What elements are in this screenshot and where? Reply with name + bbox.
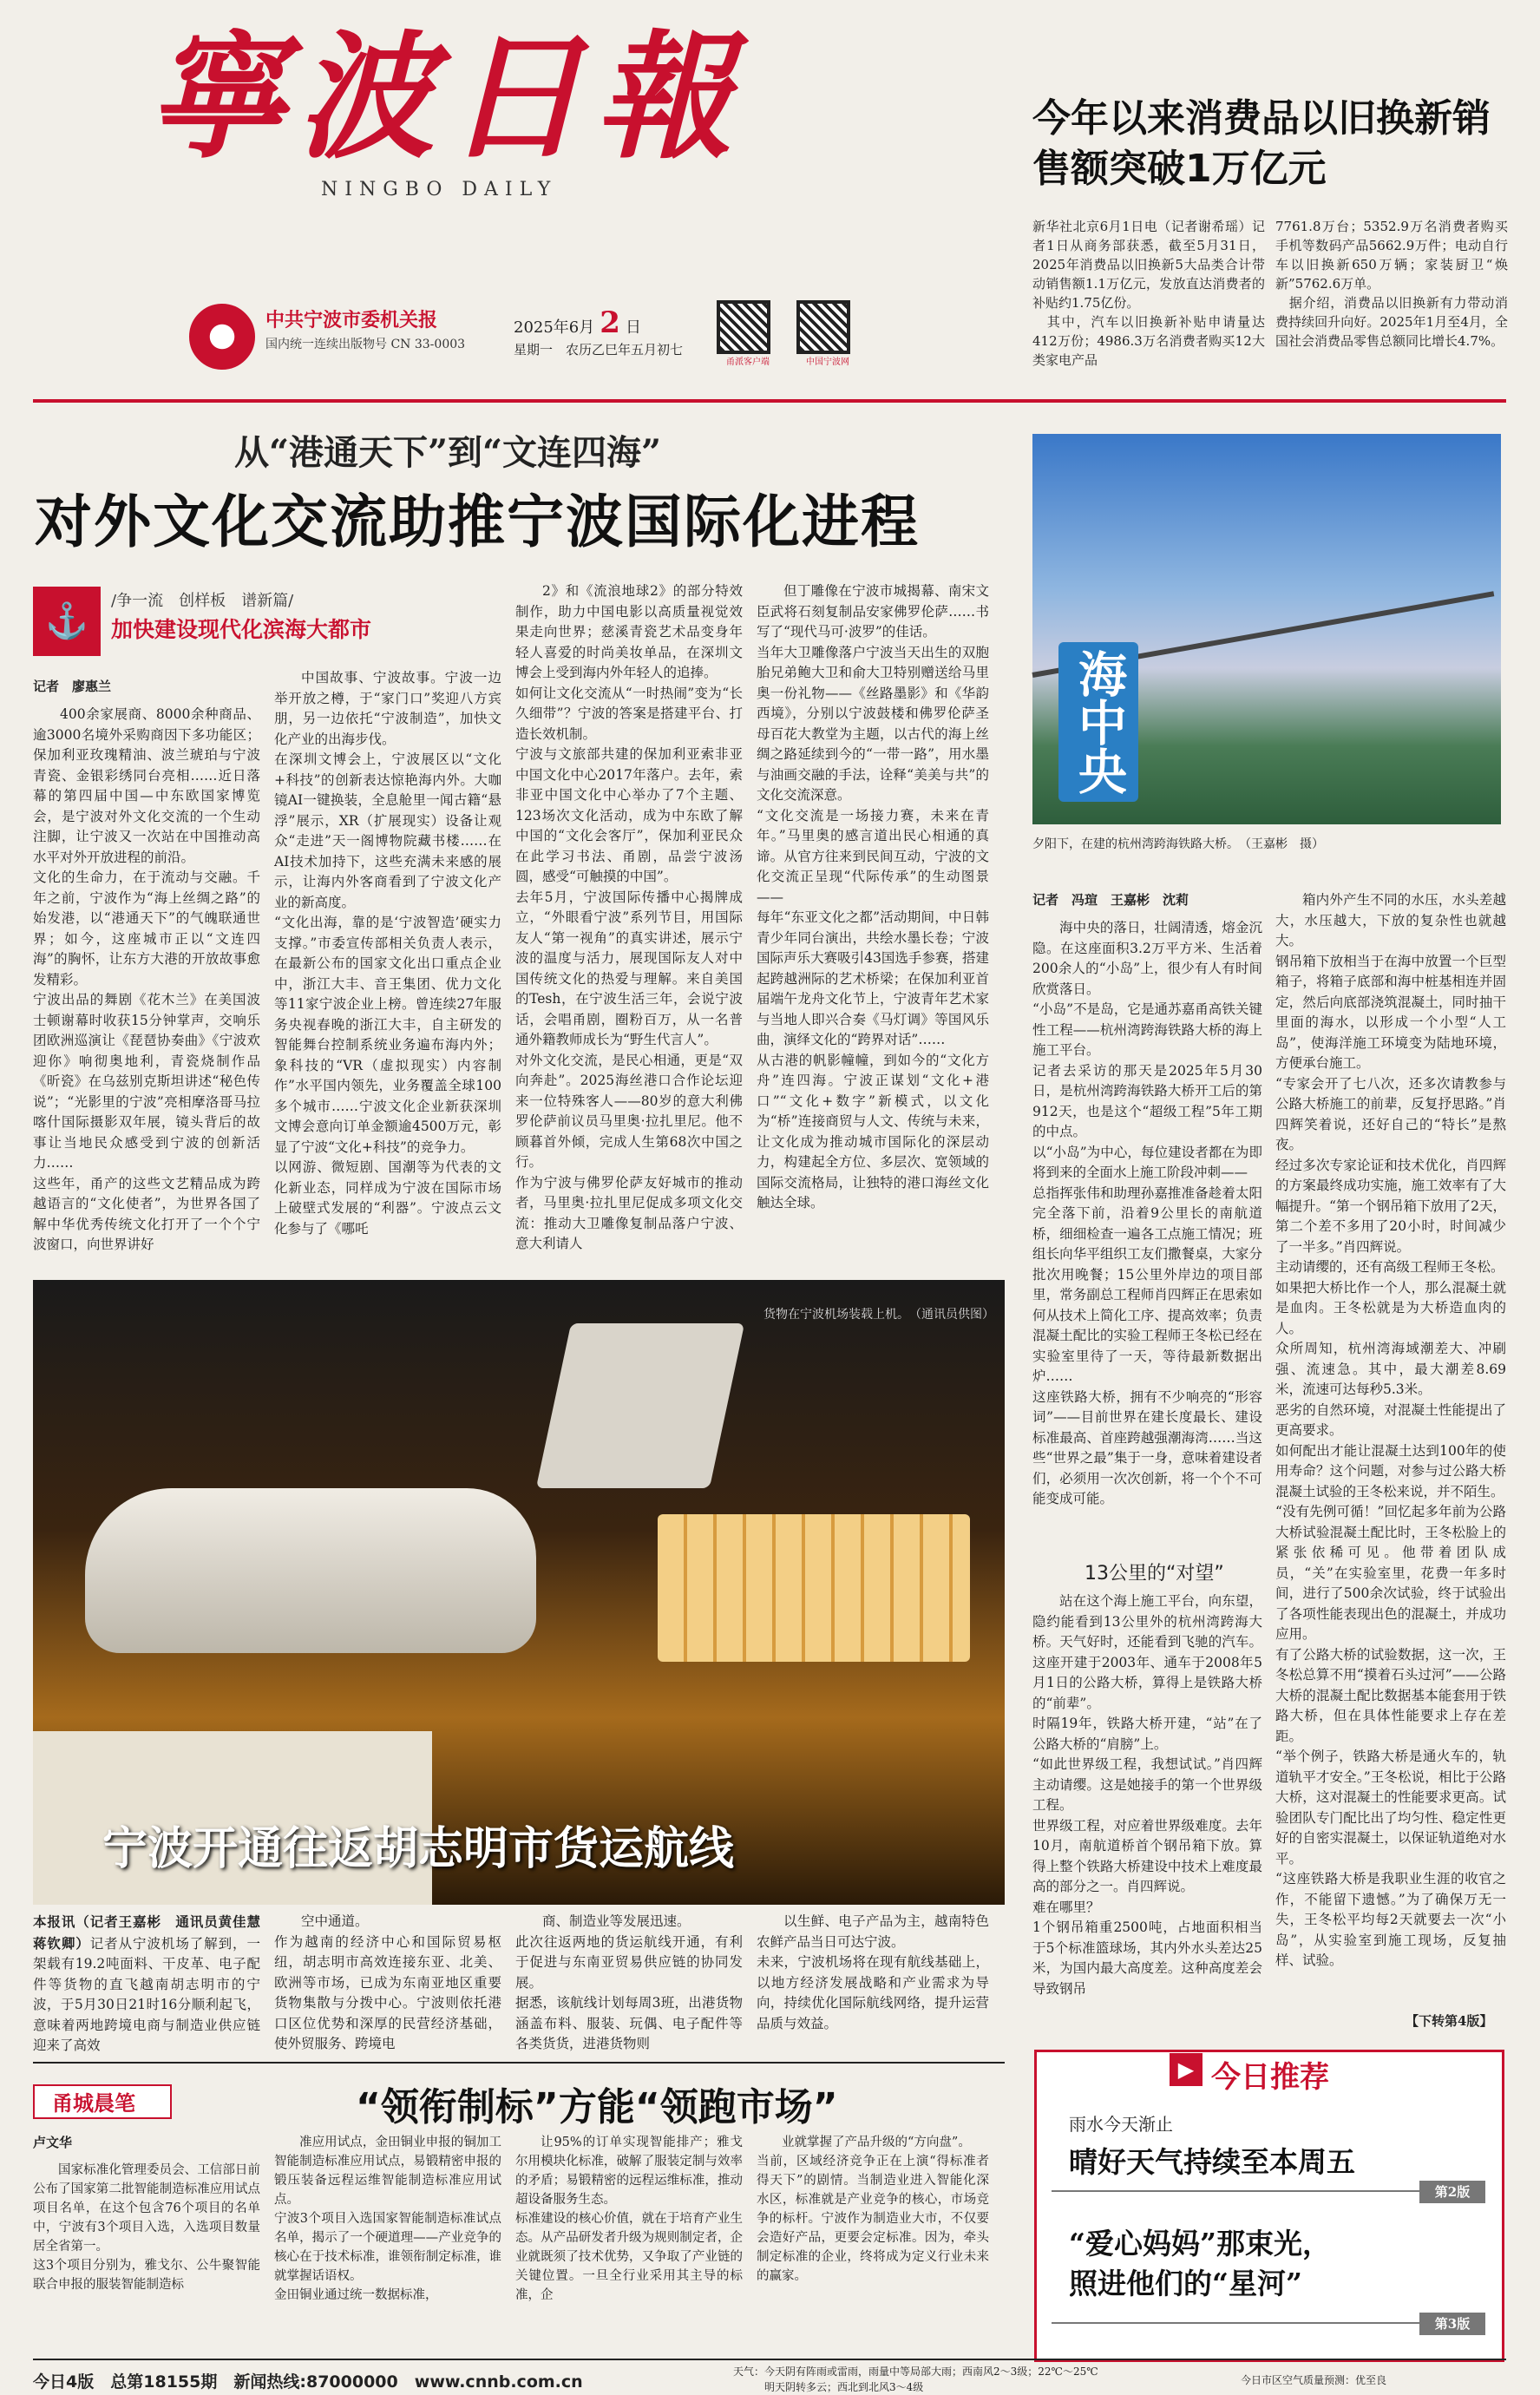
top-story-col-1: 新华社北京6月1日电（记者谢希瑶）记者1日从商务部获悉，截至5月31日，2025年消费品以旧换新5大品类合计带动销售额1.1万亿元，发放直达消费者的补贴约1.75亿份。 其中，汽车以旧换新补贴申请量达412万份；4986.3万名消费者购买12大类家电产品	[1032, 219, 1265, 368]
series-title: 加快建设现代化滨海大都市	[111, 617, 372, 642]
qr-code-icon	[796, 300, 850, 354]
recommend-item2-line2[interactable]: 照进他们的“星河”	[1069, 2267, 1302, 2300]
recommend-item1-lead: 雨水今天渐止	[1069, 2114, 1173, 2135]
lead-col-1: 400余家展商、8000余种商品、逾3000名境外采购商因下多功能区；保加利亚玫瑰精油、波兰琥珀与宁波青瓷、金银彩绣同台亮相……近日落幕的第四届中国—中东欧国家博览会，是宁波对外文化交流的一个生动注脚，让宁波又一次站在中国推动高水平对外开放进程的前沿。 文化的生命力，在于流动与交融。千年之前，宁波作为“海上丝绸之路”的始发港，以“港通天下”的气魄联通世界；如今，这座城市正以“文连四海”的胸怀，让东方大港的开放故事愈发精彩。 宁波出品的舞剧《花木兰》在美国波士顿谢幕时收获15分钟掌声，交响乐团欧洲巡演让《琵琶协奏曲》《宁波欢迎你》响彻奥地利，青瓷烧制作品《昕瓷》在乌兹别克斯坦讲述“秘色传说”；“光影里的宁波”亮相摩洛哥马拉喀什国际摄影双年展，镜头背后的故事让当地民众感受到宁波的创新活力…… 这些年，甬产的这些文艺精品成为跨越语言的“文化使者”，为世界各国了解中华优秀传统文化打开了一个个宁波窗口，向世界讲好	[33, 706, 260, 1252]
qr-code-site[interactable]: 中国宁波网	[796, 300, 859, 367]
qr-code-icon	[717, 300, 770, 354]
recommend-item1-title[interactable]: 晴好天气持续至本周五	[1069, 2145, 1355, 2179]
photo-caption: 货物在宁波机场装载上机。 （通讯员供图）	[763, 1308, 994, 1322]
weekday-lunar: 星期一 农历乙巳年五月初七	[514, 342, 684, 358]
lead-col-3: 2》和《流浪地球2》的部分特效制作，助力中国电影以高质量视觉效果走向世界；慈溪青瓷艺术品变身年轻人喜爱的时尚美妆单品，在深圳文博会上受到海内外年轻人的追捧。 如何让文化交流从“一时热闹”变为“长久细带”？宁波的答案是搭建平台、打造长效机制。 宁波与文旅部共建的保加利亚索非亚中国文化中心2017年落户。去年，索非亚中国文化中心举办了7个主题、123场次文化活动，成为中东欧了解中国的“文化会客厅”，保加利亚民众在此学习书法、甬剧，品尝宁波汤圆，感受“可触摸的中国”。 去年5月，宁波国际传播中心揭牌成立，“外眼看宁波”系列节目，用国际友人“第一视角”的真实讲述，展示宁波的温度与活力，展现国际友人对中国传统文化的热爱与理解。来自美国的Tesh，在宁波生活三年，会说宁波话，会唱甬剧，圈粉百万，从一名普通外籍教师成长为“野生代言人”。 对外文化交流，是民心相通，更是“双向奔赴”。2025海丝港口合作论坛迎来一位特殊客人——80岁的意大利佛罗伦萨前议员马里奥·拉扎里尼。他不顾暮首外倾，完成人生第68次中国之行。 作为宁波与佛罗伦萨友好城市的推动者，马里奥·拉扎里尼促成多项文化交流：推动大卫雕像复制品落户宁波、意大利请人	[515, 583, 743, 1251]
sea-story-title[interactable]: 海中央	[1058, 642, 1138, 802]
lead-col-4: 但丁雕像在宁波市城揭幕、南宋文臣武将石刻复制品安家佛罗伦萨……书写了“现代马可·波罗”的佳话。 当年大卫雕像落户宁波当天出生的双胞胎兄弟鲍大卫和俞大卫特别赠送给马里奥一份礼物——《丝路墨影》和《华韵西境》，分别以宁波鼓楼和佛罗伦萨圣母百花大教堂为主题，以古代的海上丝绸之路延续到今的“一带一路”，用水墨与油画交融的手法，诠释“美美与共”的文化交流深意。 “文化交流是一场接力赛，未来在青年。”马里奥的感言道出民心相通的真谛。从官方往来到民间互动，宁波的文化交流正呈现“代际传承”的生动图景—— 每年“东亚文化之都”活动期间，中日韩青少年同台演出，共绘水墨长卷；宁波国际声乐大赛吸引43国选手参赛，搭建起跨越洲际的艺术桥梁；在保加利亚首届端午龙舟文化节上，宁波青年艺术家与当地人即兴合奏《马灯调》等国风乐曲，演绎文化的“跨界对话”…… 从古港的帆影幢幢，到如今的“文化方舟”连四海。宁波正谋划“文化+港口”“文化+数字”新模式，以文化为“桥”连接商贸与人文、传统与未来，让文化成为推动城市国际化的深层动力，构建起全方位、多层次、宽领域的国际交流格局，让独特的港口海丝文化触达全球。	[757, 583, 989, 1211]
commentary-col-1: 国家标准化管理委员会、工信部日前公布了国家第二批智能制造标准应用试点项目名单，在这个包含76个项目的名单中，宁波有3个项目入选，入选项目数量居全省第一。 这3个项目分别为，雅戈尔、公牛聚智能联合申报的服装智能制造标	[33, 2163, 260, 2292]
air-quality: 今日市区空气质量预测：优至良	[1241, 2374, 1387, 2386]
sea-byline: 记者 冯瑄 王嘉彬 沈莉	[1032, 892, 1189, 908]
top-story-col-2: 7761.8万台；5352.9万名消费者购买手机等数码产品5662.9万件；电动自行车以旧换新650万辆；家装厨卫“焕新”5762.6万单。 据介绍，消费品以旧换新有力带动消费持续回升向好。2025年1月至4月，全国社会消费品零售总额同比增长4.7%。	[1275, 219, 1508, 349]
photo-story-col-1: 本报讯（记者王嘉彬 通讯员黄佳慧 蒋钦卿）记者从宁波机场了解到，一架载有19.2吨面料、干皮革、电子配件等货物的直飞越南胡志明市的宁波，于5月30日21时16分顺利起飞，意味着两地跨境电商与制造业供应链迎来了高效	[33, 1913, 274, 2053]
cargo-door	[536, 1323, 744, 1488]
cargo-plane-photo	[33, 1280, 1005, 1905]
bottom-divider	[33, 2062, 1005, 2064]
recommend-header: 今日推荐	[1211, 2060, 1329, 2095]
footer-divider	[33, 2359, 1506, 2360]
lead-title[interactable]: 对外文化交流助推宁波国际化进程	[35, 489, 920, 555]
continued-note[interactable]: 【下转第4版】	[1406, 2013, 1493, 2029]
masthead-english: NINGBO DAILY	[321, 179, 558, 200]
cn-number: 国内统一连续出版物号 CN 33-0003	[265, 338, 466, 351]
commentary-col-3: 让95%的订单实现智能排产；雅戈尔用模块化标准，破解了服装定制与效率的矛盾；易锻精密的远程运维标准，推动超设备服务生态。 标准建设的核心价值，就在于培育产业生态。从产品研发者升级为规则制定者，企业就既须了技术优势，又争取了产业链的关键位置。一旦全行业采用其主导的标准，企	[515, 2136, 743, 2302]
sea-col-1: 海中央的落日，壮阔清透，熔金沉隐。在这座面积3.2万平方米、生活着200余人的“小岛”上，很少有人有时间欣赏落日。 “小岛”不是岛，它是通苏嘉甬高铁关键性工程——杭州湾跨海铁路大桥的海上施工平台。 记者去采访的那天是2025年5月30日，是杭州湾跨海铁路大桥开工后的第912天，也是这个“超级工程”5年工期的中点。 以“小岛”为中心，每位建设者都在为即将到来的全面水上施工阶段冲刺—— 总指挥张伟和助理孙嘉推准备趁着太阳完全落下前，沿着9公里长的南航道桥，细细检查一遍各工点施工情况；班组长向华平组织工友们撒餐桌，大家分批次用晚餐；15公里外岸边的项目部里，常务副总工程师肖四辉正在思索如何从技术上简化工序、提高效率；负责混凝土配比的实验工程师王冬松已经在实验室里待了一天，等待最新数据出炉…… 这座铁路大桥，拥有不少响亮的“形容词”——目前世界在建长度最长、建设标准最高、首座跨越强潮海湾……当这些“世界之最”集于一身，意味着建设者们，必须用一次次创新，将一个个不可能变成可能。	[1032, 920, 1262, 1506]
commentary-col-4: 业就掌握了产品升级的“方向盘”。 当前，区域经济竞争正在上演“得标准者得天下”的剧情。当制造业进入智能化深水区，标准就是产业竞争的核心，市场竞争的标杆。宁波作为制造业大市，不仅要会造好产品，更要会定标准。因为，牵头制定标准的企业，终将成为定义行业未来的赢家。	[757, 2136, 989, 2283]
play-icon: ▶	[1170, 2053, 1203, 2086]
lead-kicker: 从“港通天下”到“文连四海”	[234, 432, 662, 473]
qr-code-app[interactable]: 甬派客户端	[717, 300, 779, 367]
org-label: 中共宁波市委机关报	[265, 309, 438, 331]
page-tag-3[interactable]: 第3版	[1419, 2313, 1485, 2335]
sea-col-1b: 站在这个海上施工平台，向东望，隐约能看到13公里外的杭州湾跨海大桥。天气好时，还能看到飞驰的汽车。这座开建于2003年、通车于2008年5月1日的公路大桥，算得上是铁路大桥的“前辈”。 时隔19年，铁路大桥开建，“站”在了公路大桥的“肩膀”上。 “如此世界级工程，我想试试。”肖四辉主动请缨。这是她接手的第一个世界级工程。 世界级工程，对应着世界级难度。去年10月，南航道桥首个钢吊箱下放。算得上整个铁路大桥建设中技术上难度最高的部分之一。肖四辉说。 难在哪里？ 1个钢吊箱重2500吨，占地面积相当于5个标准篮球场，其内外水头差达25米，为国内最大高度差。这种高度差会导致钢吊	[1032, 1593, 1262, 1997]
photo-story-col-3: 商、制造业等发展迅速。 此次往返两地的货运航线开通，有利于促进与东南亚贸易供应链的协同发展。 据悉，该航线计划每周3班，出港货物涵盖布料、服装、玩偶、电子配件等各类货货，进港货物则	[515, 1913, 743, 2051]
party-logo	[189, 304, 255, 370]
masthead-divider	[33, 399, 1506, 403]
lead-col-2: 中国故事、宁波故事。宁波一边举开放之樽，于“家门口”奖迎八方宾朋，另一边依托“宁波制造”，加快文化产业的出海步伐。 在深圳文博会上，宁波展区以“文化+科技”的创新表达惊艳海内外。大咖镜AI一键换装，全息舱里一闻古籍“悬浮”展示，XR（扩展现实）设备让观众“走进”天一阁博物院藏书楼……在AI技术加持下，这些充满未来感的展示，让海内外客商看到了宁波文化产业的新高度。 “文化出海，靠的是‘宁波智造’硬实力支撑。”市委宣传部相关负责人表示，在最新公布的国家文化出口重点企业中，浙江大丰、音王集团、优力文化等11家宁波企业上榜。曾连续27年服务央视春晚的浙江大丰，自主研发的智能舞台控制系统业务遍布海内外；象科技的“VR（虚拟现实）内容制作”水平国内领先，业务覆盖全球100多个城市……宁波文化企业新获深圳文博会意向订单金额逾4500万元，彰显了宁波“文化+科技”的竞争力。 以网游、微短剧、国潮等为代表的文化新业态，同样成为宁波在国际市场上破壁式发展的“利器”。宁波点云文化参与了《哪吒	[274, 670, 501, 1237]
photo-story-col-4: 以生鲜、电子产品为主，越南特色农鲜产品当日可达宁波。 未来，宁波机场将在现有航线基础上，以地方经济发展战略和产业需求为导向，持续优化国际航线网络，提升运营品质与效益。	[757, 1913, 989, 2031]
plane-body	[85, 1488, 536, 1653]
top-headline[interactable]: 今年以来消费品以旧换新销售额突破1万亿元	[1032, 96, 1491, 191]
recommend-item2-line1[interactable]: “爱心妈妈”那束光，	[1069, 2227, 1331, 2260]
sea-caption: 夕阳下，在建的杭州湾跨海铁路大桥。 （王嘉彬 摄）	[1032, 837, 1324, 851]
lead-byline: 记者 廖惠兰	[33, 679, 112, 694]
page-tag-2[interactable]: 第2版	[1419, 2181, 1485, 2203]
commentary-title[interactable]: “领衔制标”方能“领跑市场”	[356, 2085, 838, 2129]
weather-info: 天气：今天阴有阵雨或雷雨，雨量中等局部大雨；西南风2～3级；22℃～25℃ 明天阴转多云；西北到北风3～4级	[733, 2365, 1098, 2393]
commentary-col-2: 准应用试点，金田铜业申报的铜加工智能制造标准应用试点，易锻精密申报的锻压装备远程运维智能制造标准应用试点。 宁波3个项目入选国家智能制造标准试点名单，揭示了一个硬道理——产业竞争的核心在于技术标准，谁领衔制定标准，谁就掌握话语权。 金田铜业通过统一数据标准，	[274, 2136, 501, 2302]
series-label: /争一流 创样板 谱新篇/	[111, 592, 294, 610]
column-label: 甬城晨笔	[52, 2091, 135, 2116]
sea-col-2: 箱内外产生不同的水压，水头差越大，水压越大，下放的复杂性也就越大。 钢吊箱下放相当于在海中放置一个巨型箱子，将箱子底部和海中桩基相连并固定，然后向底部浇筑混凝土，同时抽干里面的海水，以形成一个小型“人工岛”，使海洋施工环境变为陆地环境，方便承台施工。 “专家会开了七八次，还多次请教参与公路大桥施工的前辈，反复抒思路。”肖四辉笑着说，还好自己的“特长”是熬夜。 经过多次专家论证和技术优化，肖四辉的方案最终成功实施，施工效率有了大幅提升。“第一个钢吊箱下放用了2天，第二个差不多用了20小时，时间减少了一半多。”肖四辉说。 主动请缨的，还有高级工程师王冬松。 如果把大桥比作一个人，那么混凝土就是血肉。王冬松就是为大桥造血肉的人。 众所周知，杭州湾海域潮差大、冲刷强、流速急。其中，最大潮差8.69米，流速可达每秒5.3米。 恶劣的自然环境，对混凝土性能提出了更高要求。 如何配出才能让混凝土达到100年的使用寿命？这个问题，对参与过公路大桥混凝土试验的王冬松来说，并不陌生。 “没有先例可循！”回忆起多年前为公路大桥试验混凝土配比时，王冬松脸上的紧张依稀可见。他带着团队成员，“关”在实验室里，花费一年多时间，进行了500余次试验，终于试验出了各项性能表现出色的混凝土，并成功应用。 有了公路大桥的试验数据，这一次，王冬松总算不用“摸着石头过河”——公路大桥的混凝土配比数据基本能套用于铁路大桥，但在具体性能要求上存在差距。 “举个例子，铁路大桥是通火车的，轨道轨平才安全。”王冬松说，相比于公路大桥，这对混凝土的性能要求更高。试验团队专门配比出了均匀性、稳定性更好的自密实混凝土，以保证轨道绝对水平。 “这座铁路大桥是我职业生涯的收官之作，不能留下遗憾。”为了确保万无一失，王冬松平均每2天就要去一次“小岛”，从实验室到施工现场，反复抽样、试验。	[1275, 892, 1506, 1968]
masthead-title: 寧波日報	[147, 17, 744, 178]
photo-story-col-2: 空中通道。 作为越南的经济中心和国际贸易枢纽，胡志明市高效连接东亚、北美、欧洲等市场，已成为东南亚地区重要货物集散与分拨中心。宁波则依托港口区位优势和深厚的民营经济基础，使外贸服务、跨境电	[274, 1913, 501, 2051]
site-link[interactable]: www.cnnb.com.cn	[414, 2372, 583, 2392]
footer-info: 今日4版 总第18155期 新闻热线:87000000 www.cnnb.com.cn	[33, 2372, 583, 2392]
sea-subhead: 13公里的“对望”	[1085, 1563, 1224, 1585]
commentary-byline: 卢文华	[33, 2135, 73, 2150]
photo-story-title[interactable]: 宁波开通往返胡志明市货运航线	[102, 1823, 735, 1875]
cargo-pallets	[658, 1514, 970, 1662]
crane-icon: ⚓	[33, 587, 101, 656]
issue-date: 2025年6月 2 日	[514, 305, 641, 340]
